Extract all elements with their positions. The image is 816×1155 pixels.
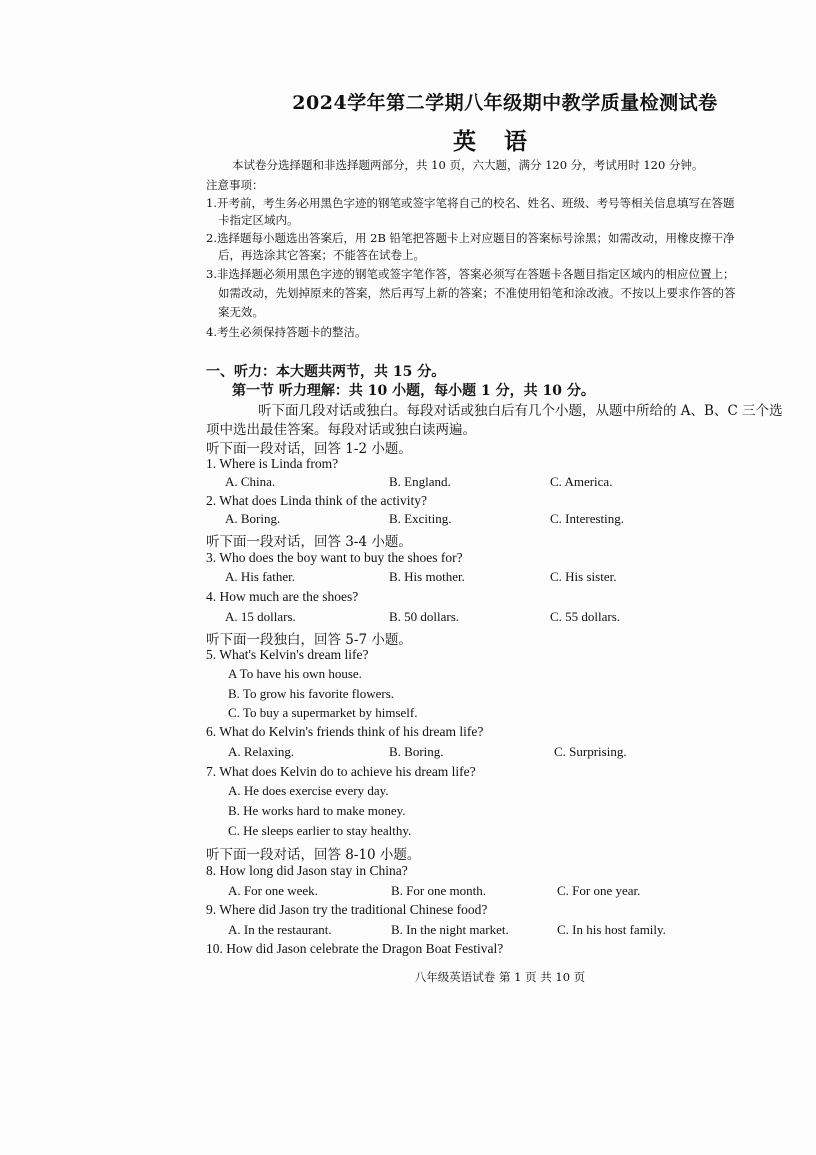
q9-option-b: B. In the night market. [391, 922, 509, 937]
q7-option-b: B. He works hard to make money. [228, 803, 406, 818]
group-1-label: 听下面一段对话，回答 1-2 小题。 [206, 441, 412, 457]
exam-intro: 本试卷分选择题和非选择题两部分，共 10 页，六大题，满分 120 分，考试用时 120 分钟。 [232, 158, 704, 172]
section-1-heading: 一、听力：本大题共两节，共 15 分。 [206, 364, 446, 380]
note-1-line-2: 卡指定区域内。 [218, 213, 299, 227]
q4-option-b: B. 50 dollars. [389, 609, 460, 624]
q4-option-a: A. 15 dollars. [225, 609, 296, 624]
q2-option-c: C. Interesting. [550, 511, 625, 526]
q2-option-b: B. Exciting. [389, 511, 452, 526]
question-7: 7. What does Kelvin do to achieve his dream life? [206, 764, 476, 779]
question-10: 10. How did Jason celebrate the Dragon Boat Festival? [206, 941, 504, 956]
q6-option-a: A. Relaxing. [228, 744, 295, 759]
part-1-heading: 第一节 听力理解：共 10 小题，每小题 1 分，共 10 分。 [232, 383, 595, 399]
question-2: 2. What does Linda think of the activity? [206, 493, 427, 508]
group-4-label: 听下面一段对话，回答 8-10 小题。 [206, 847, 421, 863]
question-8: 8. How long did Jason stay in China? [206, 863, 408, 878]
q1-option-a: A. China. [225, 474, 276, 489]
note-2-line-1: 2.选择题每小题选出答案后，用 2B 铅笔把答题卡上对应题目的答案标号涂黑；如需改动，用橡皮擦干净 [206, 231, 735, 245]
group-3-label: 听下面一段独白，回答 5-7 小题。 [206, 632, 412, 648]
q9-option-a: A. In the restaurant. [228, 922, 332, 937]
q1-option-c: C. America. [550, 474, 613, 489]
note-4: 4.考生必须保持答题卡的整洁。 [206, 325, 367, 339]
exam-title: 2024学年第二学期八年级期中教学质量检测试卷 [292, 92, 718, 114]
q3-option-c: C. His sister. [550, 569, 617, 584]
q4-option-c: C. 55 dollars. [550, 609, 621, 624]
q6-option-c: C. Surprising. [554, 744, 627, 759]
note-3-line-1: 3.非选择题必须用黑色字迹的钢笔或签字笔作答，答案必须写在答题卡各题目指定区域内的相应位置上； [206, 267, 735, 281]
notes-heading: 注意事项： [206, 178, 264, 192]
q7-option-c: C. He sleeps earlier to stay healthy. [228, 823, 412, 838]
q7-option-a: A. He does exercise every day. [228, 783, 389, 798]
q1-option-b: B. England. [389, 474, 451, 489]
q5-option-c: C. To buy a supermarket by himself. [228, 705, 418, 720]
question-3: 3. Who does the boy want to buy the shoes for? [206, 550, 463, 565]
q5-option-b: B. To grow his favorite flowers. [228, 686, 395, 701]
q2-option-a: A. Boring. [225, 511, 281, 526]
question-9: 9. Where did Jason try the traditional Chinese food? [206, 902, 488, 917]
instructions-line-1: 听下面几段对话或独白。每段对话或独白后有几个小题，从题中所给的 A、B、C 三个选 [258, 403, 783, 419]
q3-option-b: B. His mother. [389, 569, 465, 584]
question-1: 1. Where is Linda from? [206, 456, 339, 471]
note-3-line-3: 案无效。 [218, 305, 264, 319]
question-4: 4. How much are the shoes? [206, 589, 359, 604]
q5-option-a: A To have his own house. [228, 666, 362, 681]
q8-option-a: A. For one week. [228, 883, 318, 898]
q6-option-b: B. Boring. [389, 744, 444, 759]
subject-title: 英 语 [452, 128, 537, 155]
question-5: 5. What's Kelvin's dream life? [206, 647, 369, 662]
q8-option-b: B. For one month. [391, 883, 486, 898]
note-3-line-2: 如需改动，先划掉原来的答案，然后再写上新的答案；不准使用铅笔和涂改液。不按以上要求作答的答 [218, 286, 736, 300]
q9-option-c: C. In his host family. [557, 922, 666, 937]
group-2-label: 听下面一段对话，回答 3-4 小题。 [206, 534, 412, 550]
q3-option-a: A. His father. [225, 569, 296, 584]
instructions-line-2: 项中选出最佳答案。每段对话或独白读两遍。 [206, 422, 476, 438]
page-footer: 八年级英语试卷 第 1 页 共 10 页 [414, 970, 586, 984]
question-6: 6. What do Kelvin's friends think of his dream life? [206, 724, 484, 739]
note-2-line-2: 后，再选涂其它答案；不能答在试卷上。 [218, 248, 425, 262]
note-1-line-1: 1.开考前，考生务必用黑色字迹的钢笔或签字笔将自己的校名、姓名、班级、考号等相关信息填写在答题 [206, 196, 735, 210]
q8-option-c: C. For one year. [557, 883, 641, 898]
